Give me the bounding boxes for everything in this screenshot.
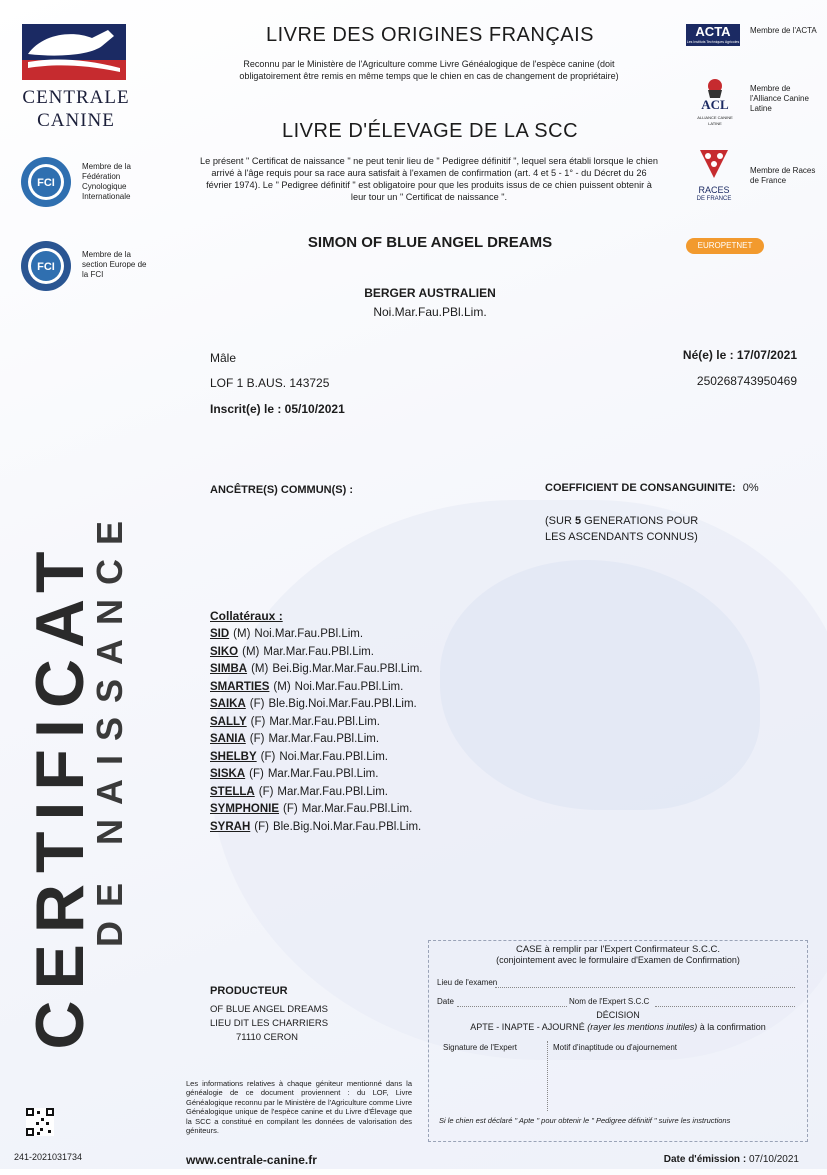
acta-logo bbox=[686, 24, 740, 46]
producer-address bbox=[210, 1003, 328, 1045]
collateral-name: SYMPHONIE bbox=[210, 803, 280, 815]
races-label: Membre de Races de France bbox=[750, 166, 816, 185]
expert-box-footer: Si le chien est déclaré " Apte " pour obtenir le " Pedigree définitif " suivre les instructions bbox=[439, 1116, 731, 1125]
note-part-c: GENERATIONS POUR bbox=[581, 515, 699, 527]
generations-note-line1 bbox=[545, 513, 698, 529]
acta-logo-text: ACTA bbox=[695, 24, 731, 39]
coef-label: COEFFICIENT DE CONSANGUINITE: bbox=[545, 482, 736, 494]
collateral-color: Mar.Mar.Fau.PBl.Lim. bbox=[301, 803, 413, 815]
collateral-sex: (M) bbox=[251, 663, 269, 675]
collateral-name: SID bbox=[210, 628, 230, 640]
collateral-sex: (M) bbox=[242, 645, 260, 658]
decision-label: DÉCISION bbox=[596, 1010, 640, 1020]
generations-note bbox=[545, 513, 698, 545]
collateral-color: Mar.Mar.Fau.PBl.Lim. bbox=[267, 768, 379, 780]
collateral-color: Mar.Mar.Fau.PBl.Lim. bbox=[269, 715, 380, 728]
de-naissance-vertical-title: DE NAISSANCE bbox=[89, 506, 130, 948]
collateral-color: Bei.Big.Mar.Mar.Fau.PBl.Lim. bbox=[272, 663, 423, 675]
collateral-row bbox=[210, 714, 423, 732]
europetnet-text: EUROPETNET bbox=[697, 241, 753, 250]
europetnet-logo bbox=[686, 238, 764, 254]
expert-box-title: CASE à remplir par l'Expert Confirmateur S.C.C. bbox=[515, 944, 720, 955]
collateral-name: SAIKA bbox=[210, 698, 246, 710]
collateral-name: SIKO bbox=[210, 645, 239, 658]
decision-note: (rayer les mentions inutiles) bbox=[587, 1022, 698, 1032]
collateral-color: Ble.Big.Noi.Mar.Fau.PBl.Lim. bbox=[268, 698, 417, 710]
emission-value: 07/10/2021 bbox=[748, 1154, 799, 1165]
dog-sex: Mâle bbox=[210, 351, 237, 365]
dog-chip-number: 250268743950469 bbox=[696, 374, 797, 388]
collateral-sex: (M) bbox=[273, 680, 291, 693]
producer-label: PRODUCTEUR bbox=[210, 985, 288, 997]
producer-line3: 71110 CERON bbox=[236, 1032, 298, 1043]
dog-birth-date: Né(e) le : 17/07/2021 bbox=[682, 348, 797, 362]
collateral-sex: (F) bbox=[250, 715, 266, 728]
org-name-line2: CANINE bbox=[37, 110, 115, 131]
acta-logo-sub: Les Instituts Techniques Agricoles bbox=[686, 40, 740, 44]
collateral-row bbox=[210, 784, 423, 802]
website-link[interactable]: www.centrale-canine.fr bbox=[186, 1153, 317, 1167]
fci-europe-label: Membre de la section Europe de la FCI bbox=[82, 250, 147, 279]
collaterals-title: Collatéraux : bbox=[210, 609, 283, 623]
exam-date-label: Date bbox=[437, 997, 454, 1006]
motif-label: Motif d'inaptitude ou d'ajournement bbox=[553, 1043, 678, 1052]
livre-elevage-description: Le présent " Certificat de naissance " ne peut tenir lieu de " Pedigree définitif ", lequel sera établi lorsque le chien arrivé à l'âge requis pour sa race aura satisfait à l'examen de confirmation (art. 4 et 5 - 1° - du Décret du 26 février 1974). Le " Pedigree définitif " est obligatoire pour que les produits issus de ce chien puissent obtenir à leur tour un " Certificat de naissance ". bbox=[200, 156, 658, 202]
collateral-row bbox=[210, 801, 423, 819]
collateral-row bbox=[210, 696, 423, 714]
inbreeding-coefficient bbox=[545, 482, 759, 494]
acl-logo-text: ACL bbox=[701, 97, 729, 110]
collateral-sex: (M) bbox=[233, 628, 251, 640]
collateral-name: SHELBY bbox=[210, 750, 257, 763]
genealogy-info-note: Les informations relatives à chaque géniteur mentionné dans la généalogie de ce document proviennent : du LOF, Livre Généalogique reconnu par le Ministère de l'Agriculture comme Livre Généalogique unique de l'espèce canine et du Livre d'Élevage que la SCC a constitué en compilant les données de valorisation des géniteurs. bbox=[186, 1079, 412, 1136]
fci-europe-badge-text: FCI bbox=[37, 261, 55, 273]
races-logo-text-1: RACES bbox=[698, 185, 730, 195]
collateral-color: Noi.Mar.Fau.PBl.Lim. bbox=[254, 628, 364, 640]
exam-date-line[interactable] bbox=[457, 1006, 567, 1007]
collateral-color: Ble.Big.Noi.Mar.Fau.PBl.Lim. bbox=[272, 820, 422, 833]
collateral-sex: (F) bbox=[249, 768, 264, 780]
collateral-sex: (F) bbox=[249, 733, 265, 745]
expert-confirmation-box bbox=[428, 940, 808, 1142]
collateral-color: Noi.Mar.Fau.PBl.Lim. bbox=[294, 680, 404, 693]
races-logo-text-2: DE FRANCE bbox=[696, 196, 732, 202]
collateral-name: SALLY bbox=[210, 715, 247, 728]
expert-name-line[interactable] bbox=[655, 1006, 795, 1007]
collateral-row bbox=[210, 679, 423, 697]
org-name bbox=[18, 86, 134, 132]
signature-label: Signature de l'Expert bbox=[443, 1043, 518, 1052]
signature-divider bbox=[547, 1041, 548, 1111]
note-part-b: 5 bbox=[574, 515, 582, 527]
collateral-row bbox=[210, 766, 423, 784]
coef-value: 0% bbox=[742, 482, 759, 494]
acl-logo-sub: ALLIANCE CANINE LATINE bbox=[697, 115, 733, 126]
collateral-color: Mar.Mar.Fau.PBl.Lim. bbox=[277, 785, 388, 798]
collateral-sex: (F) bbox=[283, 803, 298, 815]
races-de-france-logo bbox=[688, 146, 740, 202]
producer-line2: LIEU DIT LES CHARRIERS bbox=[210, 1018, 329, 1029]
collateral-name: SMARTIES bbox=[210, 680, 270, 693]
certificat-vertical-title: CERTIFICAT bbox=[22, 540, 98, 1050]
fci-badge-icon bbox=[20, 156, 72, 208]
expert-box-subtitle: (conjointement avec le formulaire d'Examen de Confirmation) bbox=[496, 955, 740, 965]
document-id: 241-2021031734 bbox=[14, 1152, 83, 1162]
collateral-sex: (F) bbox=[260, 750, 276, 763]
collateral-color: Mar.Mar.Fau.PBl.Lim. bbox=[263, 645, 374, 658]
collateral-sex: (F) bbox=[249, 698, 265, 710]
collateral-row bbox=[210, 661, 423, 679]
title-livre-elevage: LIVRE D'ÉLEVAGE DE LA SCC bbox=[281, 120, 579, 142]
lof-description: Reconnu par le Ministère de l'Agriculture comme Livre Généalogique de l'espèce canine (doit obligatoirement être remis en même temps que le chien en cas de changement de propriétaire) bbox=[239, 59, 619, 81]
collateral-name: SYRAH bbox=[210, 820, 251, 833]
generations-note-line2: LES ASCENDANTS CONNUS) bbox=[545, 531, 698, 543]
dog-color: Noi.Mar.Fau.PBl.Lim. bbox=[373, 305, 487, 319]
decision-apte[interactable]: APTE - INAPTE - AJOURNÉ bbox=[470, 1022, 588, 1032]
exam-location-line[interactable] bbox=[495, 987, 795, 988]
collateral-row bbox=[210, 626, 423, 644]
decision-options bbox=[429, 1022, 807, 1032]
dog-breed: BERGER AUSTRALIEN bbox=[364, 286, 496, 300]
dog-name: SIMON OF BLUE ANGEL DREAMS bbox=[307, 234, 553, 251]
dog-lof-number: LOF 1 B.AUS. 143725 bbox=[210, 376, 330, 390]
collateral-name: SISKA bbox=[210, 768, 246, 780]
collaterals-list bbox=[210, 626, 423, 836]
collateral-row bbox=[210, 749, 423, 767]
acl-logo bbox=[690, 78, 740, 126]
centrale-canine-logo bbox=[22, 24, 126, 80]
fci-europe-badge-icon bbox=[20, 240, 72, 292]
acl-label: Membre de l'Alliance Canine Latine bbox=[750, 84, 809, 113]
fci-badge-text: FCI bbox=[37, 177, 55, 189]
acta-label: Membre de l'ACTA bbox=[750, 26, 817, 35]
emission-date bbox=[664, 1154, 799, 1165]
collateral-color: Mar.Mar.Fau.PBl.Lim. bbox=[268, 733, 380, 745]
collateral-name: SANIA bbox=[210, 733, 246, 745]
common-ancestors-label: ANCÊTRE(S) COMMUN(S) : bbox=[210, 484, 353, 496]
title-lof: LIVRE DES ORIGINES FRANÇAIS bbox=[265, 24, 594, 46]
collateral-name: STELLA bbox=[210, 785, 255, 798]
org-name-line1: CENTRALE bbox=[22, 87, 130, 108]
collateral-sex: (F) bbox=[254, 820, 269, 833]
collateral-row bbox=[210, 644, 423, 662]
note-part-a: (SUR bbox=[545, 515, 575, 527]
collateral-sex: (F) bbox=[258, 785, 274, 798]
producer-line1: OF BLUE ANGEL DREAMS bbox=[210, 1004, 328, 1015]
exam-location-label: Lieu de l'examen bbox=[437, 978, 498, 987]
expert-name-label: Nom de l'Expert S.C.C bbox=[569, 997, 650, 1006]
dog-registered-date: Inscrit(e) le : 05/10/2021 bbox=[210, 402, 345, 416]
emission-label: Date d'émission : bbox=[663, 1154, 747, 1165]
decision-suffix: à la confirmation bbox=[697, 1022, 766, 1032]
qr-code-icon bbox=[26, 1108, 54, 1136]
fci-member-label: Membre de la Fédération Cynologique Internationale bbox=[82, 162, 131, 201]
collateral-row bbox=[210, 731, 423, 749]
collateral-name: SIMBA bbox=[210, 663, 248, 675]
collateral-row bbox=[210, 819, 423, 837]
collateral-color: Noi.Mar.Fau.PBl.Lim. bbox=[279, 750, 388, 763]
